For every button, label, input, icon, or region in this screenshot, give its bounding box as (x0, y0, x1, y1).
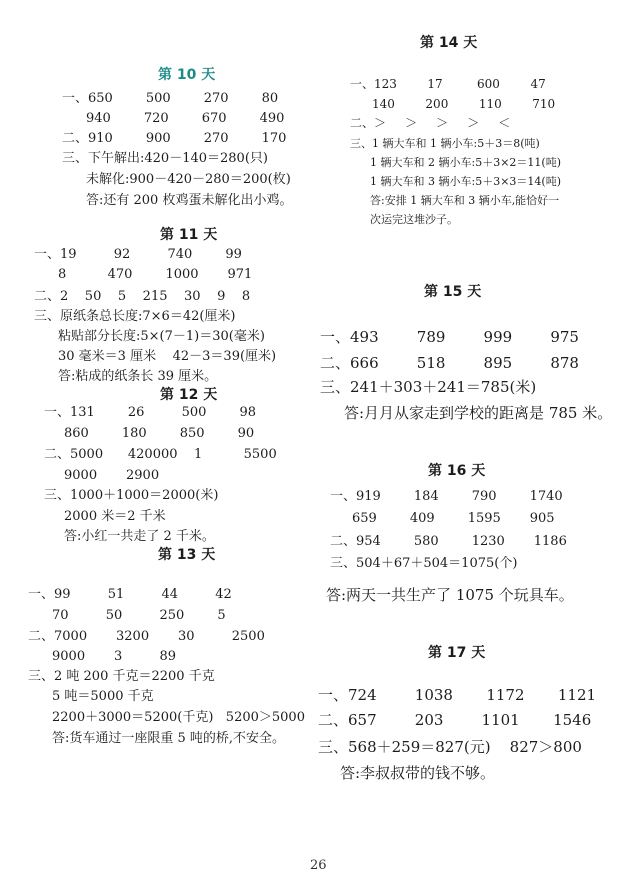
day11-title: 第 11 天 (160, 227, 218, 243)
day10-line2: 940 720 670 490 (86, 111, 285, 126)
day11-line7: 答:粘成的纸条长 39 厘米。 (58, 369, 218, 384)
day14-line6: 1 辆大车和 3 辆小车:5＋3×3＝14(吨) (370, 175, 561, 188)
day17-line1: 一、724 1038 1172 1121 (318, 686, 597, 704)
day16-line3: 二、954 580 1230 1186 (330, 534, 567, 549)
day15-line3: 三、241＋303＋241＝785(米) (320, 378, 537, 396)
day12-line2: 860 180 850 90 (64, 426, 255, 441)
day12-line3: 二、5000 420000 1 5500 (44, 447, 277, 462)
day17-line3: 三、568＋259＝827(元) 827＞800 (318, 738, 582, 756)
day13-line5: 三、2 吨 200 千克＝2200 千克 (28, 669, 215, 684)
day14-line7: 答:安排 1 辆大车和 3 辆小车,能恰好一 (370, 194, 560, 207)
day13-line4: 9000 3 89 (52, 649, 177, 664)
day15-line2: 二、666 518 895 878 (320, 354, 579, 372)
day14-line5: 1 辆大车和 2 辆小车:5＋3×2＝11(吨) (370, 156, 561, 169)
day10-line3: 二、910 900 270 170 (62, 131, 287, 146)
day17-line2: 二、657 203 1101 1546 (318, 711, 592, 729)
day12-line1: 一、131 26 500 98 (44, 405, 257, 420)
day14-line3: 二、＞ ＞ ＞ ＞ ＜ (350, 116, 511, 130)
day17-line4: 答:李叔叔带的钱不够。 (340, 764, 496, 782)
day11-line1: 一、19 92 740 99 (34, 247, 242, 262)
day13-line7: 2200＋3000＝5200(千克) 5200＞5000 (52, 710, 305, 725)
day13-title: 第 13 天 (158, 547, 216, 563)
day13-line2: 70 50 250 5 (52, 608, 226, 623)
day15-line4: 答:月月从家走到学校的距离是 785 米。 (344, 404, 613, 422)
day12-line7: 答:小红一共走了 2 千米。 (64, 529, 215, 544)
day10-line5: 未解化:900－420－280＝200(枚) (86, 172, 291, 187)
day15-title: 第 15 天 (424, 284, 482, 300)
day14-line2: 140 200 110 710 (372, 97, 556, 111)
day16-line2: 659 409 1595 905 (352, 511, 555, 526)
day16-line1: 一、919 184 790 1740 (330, 489, 563, 504)
day10-title: 第 10 天 (158, 67, 216, 83)
day12-title: 第 12 天 (160, 387, 218, 403)
day14-line4: 三、1 辆大车和 1 辆小车:5＋3＝8(吨) (350, 137, 540, 150)
day10-line4: 三、下午解出:420－140＝280(只) (62, 151, 268, 166)
day10-line1: 一、650 500 270 80 (62, 91, 279, 106)
day11-line4: 三、原纸条总长度:7×6＝42(厘米) (34, 309, 236, 324)
day11-line6: 30 毫米＝3 厘米 42－3＝39(厘米) (58, 349, 277, 364)
day16-title: 第 16 天 (428, 463, 486, 479)
day14-line1: 一、123 17 600 47 (350, 77, 546, 91)
day11-line3: 二、2 50 5 215 30 9 8 (34, 289, 251, 304)
day12-line4: 9000 2900 (64, 468, 160, 483)
day17-title: 第 17 天 (428, 645, 486, 661)
day11-line2: 8 470 1000 971 (58, 267, 253, 282)
day11-line5: 粘贴部分长度:5×(7－1)＝30(毫米) (58, 329, 265, 344)
day12-line5: 三、1000＋1000＝2000(米) (44, 488, 219, 503)
day13-line8: 答:货车通过一座限重 5 吨的桥,不安全。 (52, 731, 286, 746)
day14-title: 第 14 天 (420, 35, 478, 51)
day13-line1: 一、99 51 44 42 (28, 587, 232, 602)
day13-line6: 5 吨＝5000 千克 (52, 689, 154, 704)
day10-line6: 答:还有 200 枚鸡蛋未解化出小鸡。 (86, 193, 293, 208)
day16-line4: 三、504＋67＋504＝1075(个) (330, 556, 518, 571)
day16-line5: 答:两天一共生产了 1075 个玩具车。 (326, 586, 574, 604)
day14-line8: 次运完这堆沙子。 (370, 213, 458, 226)
page-number: 26 (310, 858, 327, 873)
day12-line6: 2000 米＝2 千米 (64, 509, 166, 524)
day15-line1: 一、493 789 999 975 (320, 328, 579, 346)
day13-line3: 二、7000 3200 30 2500 (28, 629, 265, 644)
